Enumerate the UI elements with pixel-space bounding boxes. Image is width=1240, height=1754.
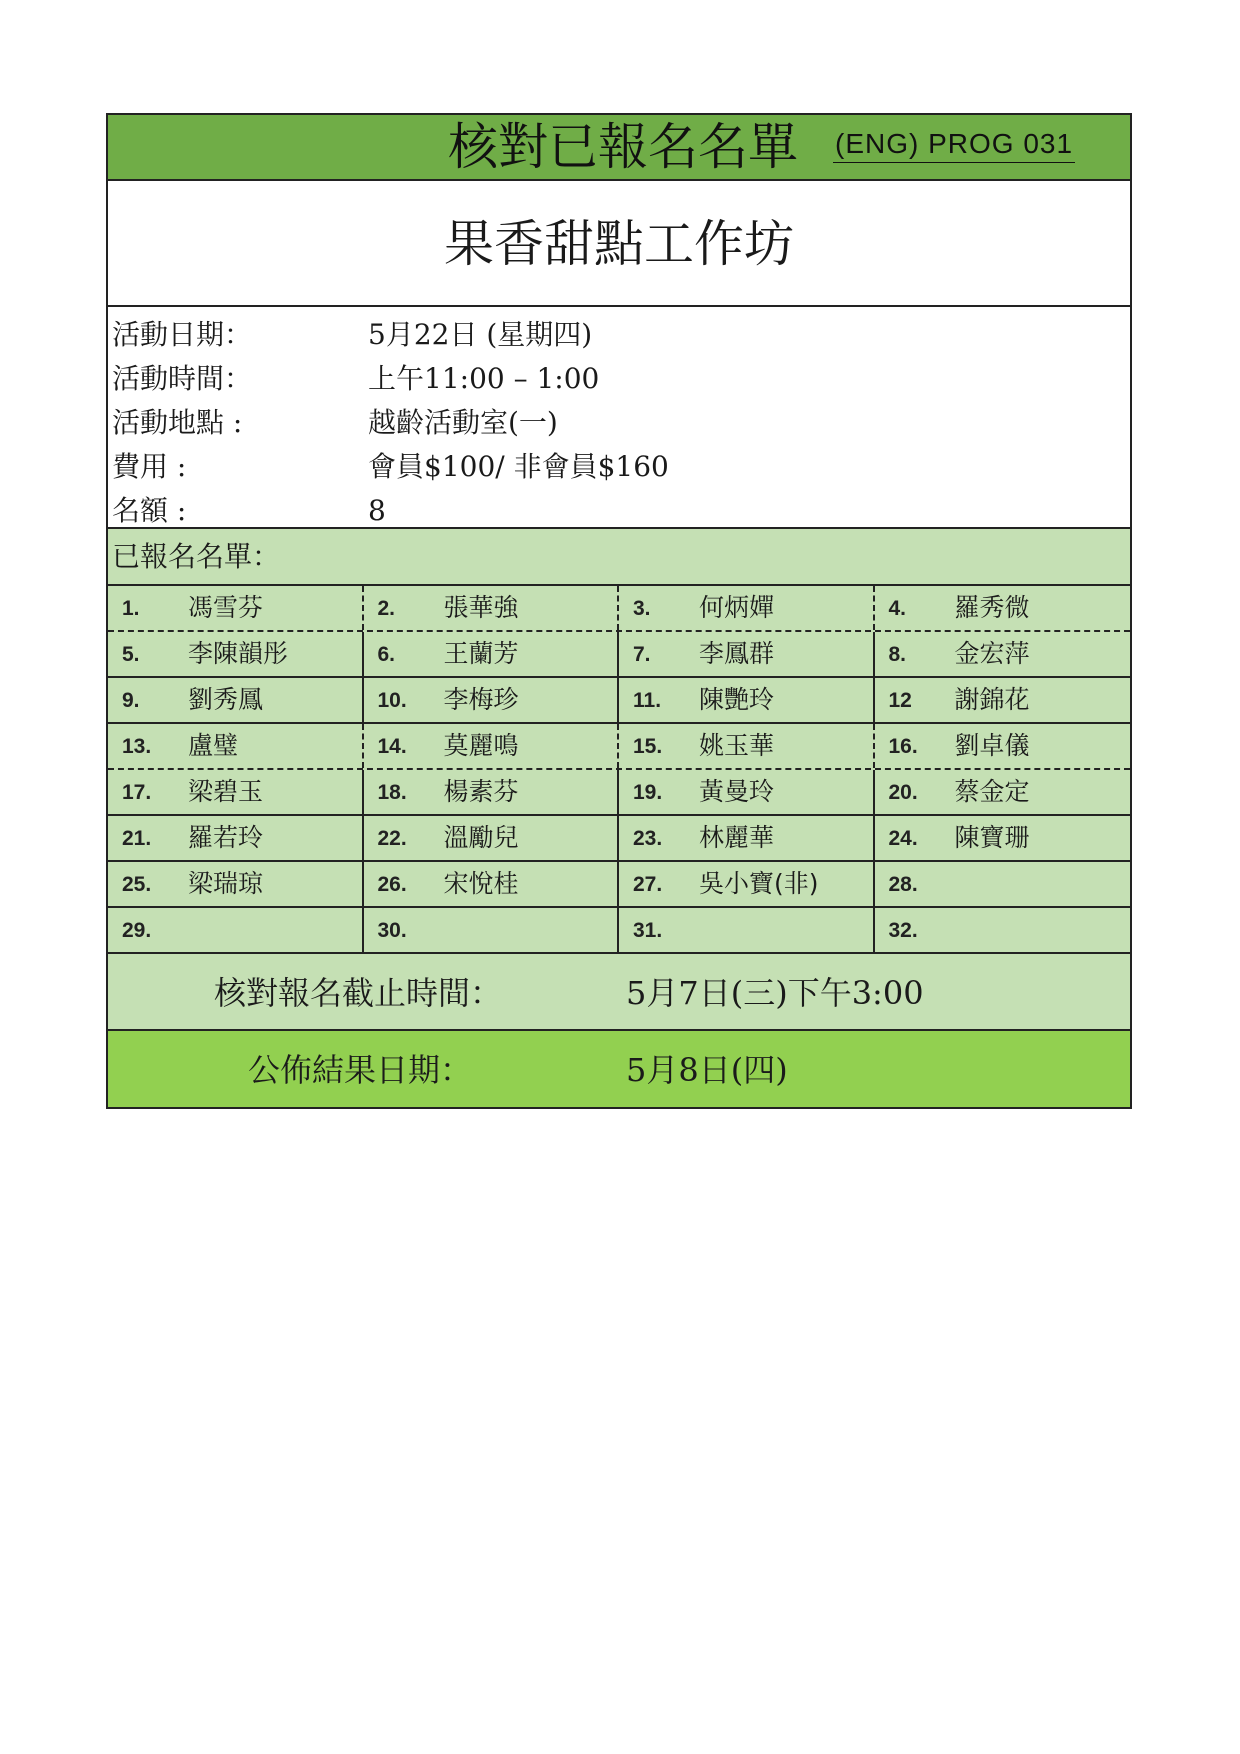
- participant-number: 12: [888, 689, 912, 712]
- participant-row: [108, 678, 1130, 724]
- participant-number: 30.: [377, 919, 407, 942]
- participant-cell: [364, 908, 620, 952]
- participant-name: 張華強: [443, 593, 519, 622]
- participant-name: 李梅珍: [443, 685, 519, 714]
- participant-name: 羅若玲: [188, 823, 264, 852]
- detail-value: 會員$100/ 非會員$160: [368, 450, 669, 483]
- participant-name: 謝錦花: [954, 685, 1030, 714]
- participant-number: 6.: [377, 643, 396, 666]
- participant-cell: [364, 586, 620, 630]
- detail-time: [108, 357, 1130, 401]
- participant-number: 25.: [122, 873, 152, 896]
- participant-cell: [364, 816, 620, 860]
- participant-number: 23.: [633, 827, 663, 850]
- participant-row: [108, 816, 1130, 862]
- detail-date: [108, 313, 1130, 357]
- participant-cell: [875, 816, 1131, 860]
- signup-sheet: [106, 113, 1132, 1109]
- detail-label: 費用 :: [112, 450, 187, 483]
- participant-name: 陳艷玲: [699, 685, 775, 714]
- participant-name: 莫麗鳴: [443, 731, 519, 760]
- participant-name: 盧璧: [188, 731, 239, 760]
- publish-row: [108, 1031, 1130, 1109]
- participant-name: 金宏萍: [954, 639, 1030, 668]
- signup-heading-row: [108, 529, 1130, 586]
- participant-number: 2.: [377, 597, 396, 620]
- participant-number: 11.: [633, 689, 662, 712]
- participant-number: 13.: [122, 735, 152, 758]
- participant-number: 10.: [377, 689, 407, 712]
- participant-name: 吳小寶(非): [699, 869, 819, 898]
- participant-name: 羅秀微: [954, 593, 1030, 622]
- detail-fee: [108, 445, 1130, 489]
- participant-grid: [108, 586, 1130, 954]
- participant-cell: [619, 586, 875, 630]
- participant-cell: [108, 770, 364, 814]
- detail-value: 5月22日 (星期四): [368, 318, 593, 351]
- participant-number: 14.: [377, 735, 407, 758]
- participant-cell: [619, 770, 875, 814]
- participant-cell: [875, 724, 1131, 768]
- participant-number: 26.: [377, 873, 407, 896]
- participant-cell: [619, 816, 875, 860]
- participant-number: 5.: [122, 643, 140, 666]
- participant-name: 梁瑞琼: [188, 869, 264, 898]
- participant-cell: [108, 632, 364, 676]
- participant-cell: [364, 770, 620, 814]
- participant-cell: [364, 724, 620, 768]
- detail-value: 越齡活動室(一): [368, 406, 558, 439]
- participant-number: 27.: [633, 873, 663, 896]
- participant-name: 劉秀鳳: [188, 685, 264, 714]
- publish-label: 公佈結果日期：: [248, 1051, 473, 1089]
- publish-value: 5月8日(四): [626, 1051, 788, 1089]
- participant-name: 姚玉華: [699, 731, 775, 760]
- participant-cell: [875, 678, 1131, 722]
- participant-number: 16.: [888, 735, 918, 758]
- participant-cell: [875, 862, 1131, 906]
- participant-number: 9.: [122, 689, 140, 712]
- participant-name: 梁碧玉: [188, 777, 264, 806]
- participant-name: 溫勵兒: [443, 823, 519, 852]
- participant-name: 王蘭芳: [443, 639, 519, 668]
- deadline-row: [108, 954, 1130, 1031]
- participant-number: 1.: [122, 597, 140, 620]
- participant-row: [108, 862, 1130, 908]
- participant-number: 3.: [633, 597, 651, 620]
- program-code: (ENG) PROG 031: [833, 128, 1075, 163]
- detail-label: 活動日期：: [112, 318, 253, 351]
- participant-row: [108, 724, 1130, 770]
- detail-quota: [108, 489, 1130, 533]
- participant-number: 18.: [377, 781, 407, 804]
- participant-cell: [108, 908, 364, 952]
- participant-number: 32.: [888, 919, 918, 942]
- participant-number: 15.: [633, 735, 663, 758]
- participant-name: 林麗華: [699, 823, 775, 852]
- participant-name: 楊素芬: [443, 777, 519, 806]
- detail-value: 上午11:00 – 1:00: [368, 362, 600, 395]
- participant-name: 黃曼玲: [699, 777, 775, 806]
- participant-name: 劉卓儀: [954, 731, 1030, 760]
- participant-name: 蔡金定: [954, 777, 1030, 806]
- participant-cell: [108, 862, 364, 906]
- participant-name: 宋悅桂: [443, 869, 519, 898]
- participant-number: 29.: [122, 919, 152, 942]
- participant-cell: [619, 678, 875, 722]
- participant-cell: [108, 586, 364, 630]
- participant-cell: [364, 678, 620, 722]
- detail-value: 8: [368, 494, 386, 527]
- event-details: [108, 307, 1130, 529]
- event-title: 果香甜點工作坊: [444, 215, 794, 273]
- participant-name: 何炳嬋: [699, 593, 775, 622]
- signup-heading: 已報名名單：: [112, 540, 281, 573]
- participant-cell: [875, 770, 1131, 814]
- participant-number: 19.: [633, 781, 663, 804]
- event-title-row: [108, 181, 1130, 307]
- participant-cell: [875, 632, 1131, 676]
- participant-name: 李鳳群: [699, 639, 775, 668]
- detail-label: 活動時間：: [112, 362, 253, 395]
- participant-number: 31.: [633, 919, 663, 942]
- header-title: 核對已報名名單: [448, 118, 798, 176]
- participant-cell: [619, 908, 875, 952]
- participant-row: [108, 908, 1130, 954]
- participant-row: [108, 770, 1130, 816]
- participant-cell: [364, 862, 620, 906]
- participant-cell: [875, 586, 1131, 630]
- participant-number: 22.: [377, 827, 407, 850]
- detail-venue: [108, 401, 1130, 445]
- deadline-label: 核對報名截止時間：: [214, 974, 503, 1012]
- participant-cell: [619, 632, 875, 676]
- participant-name: 陳寶珊: [954, 823, 1030, 852]
- participant-number: 8.: [888, 643, 907, 666]
- detail-label: 活動地點 :: [112, 406, 243, 439]
- participant-number: 4.: [888, 597, 907, 620]
- participant-number: 28.: [888, 873, 918, 896]
- participant-cell: [108, 724, 364, 768]
- participant-number: 20.: [888, 781, 918, 804]
- deadline-value: 5月7日(三)下午3:00: [626, 974, 924, 1012]
- participant-row: [108, 586, 1130, 632]
- participant-number: 24.: [888, 827, 918, 850]
- participant-cell: [364, 632, 620, 676]
- participant-number: 7.: [633, 643, 651, 666]
- header-bar: [108, 115, 1130, 181]
- participant-cell: [619, 862, 875, 906]
- participant-name: 李陳韻彤: [188, 639, 289, 668]
- participant-name: 馮雪芬: [188, 593, 264, 622]
- participant-cell: [619, 724, 875, 768]
- participant-row: [108, 632, 1130, 678]
- participant-cell: [875, 908, 1131, 952]
- participant-cell: [108, 678, 364, 722]
- participant-cell: [108, 816, 364, 860]
- participant-number: 17.: [122, 781, 152, 804]
- participant-number: 21.: [122, 827, 152, 850]
- detail-label: 名額 :: [112, 494, 187, 527]
